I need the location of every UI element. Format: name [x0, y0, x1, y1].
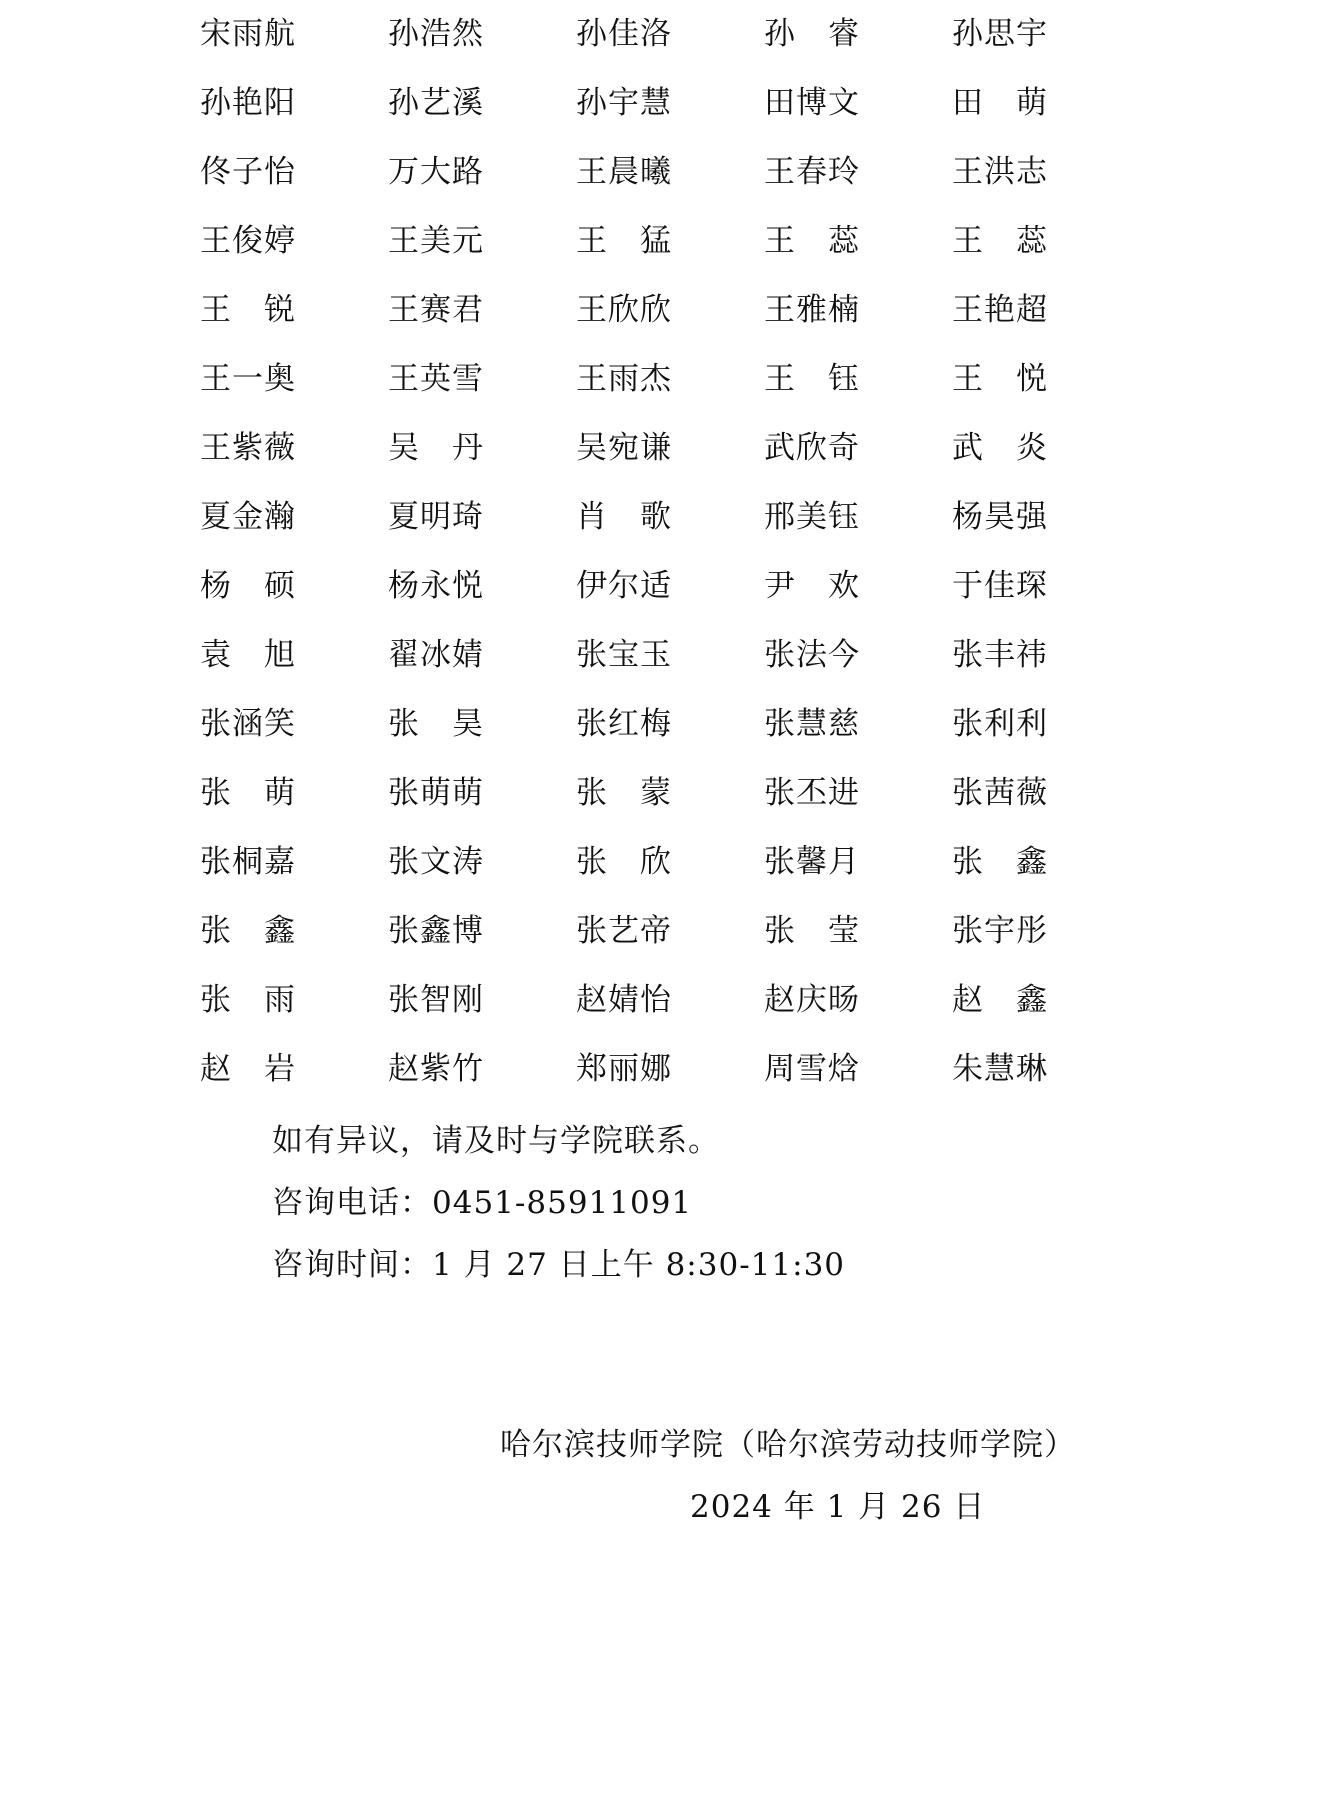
name-entry: 吴宛谦	[576, 430, 672, 466]
name-entry: 张 蒙	[576, 775, 672, 811]
name-entry: 孙艳阳	[200, 85, 296, 121]
name-entry: 赵庆旸	[764, 982, 860, 1018]
name-row	[200, 69, 1160, 138]
name-row	[200, 966, 1160, 1035]
name-entry: 张萌萌	[388, 775, 484, 811]
name-row	[200, 1035, 1160, 1104]
name-entry: 王 悦	[952, 361, 1048, 397]
name-row	[200, 552, 1160, 621]
name-entry: 佟子怡	[200, 154, 296, 190]
name-entry: 张利利	[952, 706, 1048, 742]
name-entry: 王英雪	[388, 361, 484, 397]
name-entry: 王欣欣	[576, 292, 672, 328]
name-entry: 万大路	[388, 154, 484, 190]
name-entry: 王春玲	[764, 154, 860, 190]
name-entry: 王美元	[388, 223, 484, 259]
name-entry: 王俊婷	[200, 223, 296, 259]
name-entry: 孙思宇	[952, 16, 1048, 52]
name-entry: 张馨月	[764, 844, 860, 880]
name-entry: 张智刚	[388, 982, 484, 1018]
name-entry: 于佳琛	[952, 568, 1048, 604]
name-entry: 肖 歌	[576, 499, 672, 535]
name-entry: 张 莹	[764, 913, 860, 949]
name-row	[200, 690, 1160, 759]
name-entry: 王雅楠	[764, 292, 860, 328]
name-row	[200, 0, 1160, 69]
name-entry: 孙浩然	[388, 16, 484, 52]
name-entry: 张宇彤	[952, 913, 1048, 949]
name-row	[200, 828, 1160, 897]
name-list	[200, 0, 1160, 1104]
name-row	[200, 759, 1160, 828]
name-entry: 杨 硕	[200, 568, 296, 604]
name-entry: 孙艺溪	[388, 85, 484, 121]
name-entry: 张丰祎	[952, 637, 1048, 673]
name-entry: 王 蕊	[952, 223, 1048, 259]
name-row	[200, 897, 1160, 966]
name-entry: 周雪焓	[764, 1051, 860, 1087]
organization-signature: 哈尔滨技师学院（哈尔滨劳动技师学院）	[500, 1427, 1076, 1463]
name-row	[200, 276, 1160, 345]
name-entry: 张鑫博	[388, 913, 484, 949]
name-entry: 王晨曦	[576, 154, 672, 190]
name-entry: 张艺帝	[576, 913, 672, 949]
name-row	[200, 621, 1160, 690]
name-row	[200, 345, 1160, 414]
name-entry: 赵 鑫	[952, 982, 1048, 1018]
name-entry: 王洪志	[952, 154, 1048, 190]
notice-block	[272, 1110, 845, 1296]
name-entry: 王紫薇	[200, 430, 296, 466]
name-row	[200, 207, 1160, 276]
name-entry: 郑丽娜	[576, 1051, 672, 1087]
name-entry: 孙 睿	[764, 16, 860, 52]
name-entry: 翟冰婧	[388, 637, 484, 673]
name-entry: 夏明琦	[388, 499, 484, 535]
name-entry: 王 钰	[764, 361, 860, 397]
name-entry: 王 蕊	[764, 223, 860, 259]
name-entry: 张 雨	[200, 982, 296, 1018]
name-entry: 尹 欢	[764, 568, 860, 604]
name-entry: 伊尔适	[576, 568, 672, 604]
name-entry: 孙佳洛	[576, 16, 672, 52]
name-entry: 杨昊强	[952, 499, 1048, 535]
name-entry: 张红梅	[576, 706, 672, 742]
contact-phone: 咨询电话：0451-85911091	[272, 1185, 693, 1221]
name-entry: 孙宇慧	[576, 85, 672, 121]
name-entry: 王一奥	[200, 361, 296, 397]
name-entry: 朱慧琳	[952, 1051, 1048, 1087]
document-date: 2024 年 1 月 26 日	[690, 1489, 986, 1525]
name-entry: 张文涛	[388, 844, 484, 880]
name-entry: 张涵笑	[200, 706, 296, 742]
name-entry: 张 鑫	[200, 913, 296, 949]
name-entry: 武欣奇	[764, 430, 860, 466]
contact-time: 咨询时间：1 月 27 日上午 8:30-11:30	[272, 1247, 846, 1283]
name-entry: 赵紫竹	[388, 1051, 484, 1087]
name-entry: 赵婧怡	[576, 982, 672, 1018]
name-entry: 武 炎	[952, 430, 1048, 466]
name-entry: 赵 岩	[200, 1051, 296, 1087]
name-entry: 吴 丹	[388, 430, 484, 466]
name-entry: 张 鑫	[952, 844, 1048, 880]
name-entry: 杨永悦	[388, 568, 484, 604]
name-entry: 王 猛	[576, 223, 672, 259]
name-entry: 袁 旭	[200, 637, 296, 673]
name-entry: 夏金瀚	[200, 499, 296, 535]
name-entry: 宋雨航	[200, 16, 296, 52]
name-entry: 张慧慈	[764, 706, 860, 742]
name-entry: 王 锐	[200, 292, 296, 328]
name-entry: 王雨杰	[576, 361, 672, 397]
name-entry: 田博文	[764, 85, 860, 121]
name-entry: 张丕进	[764, 775, 860, 811]
name-row	[200, 414, 1160, 483]
name-row	[200, 483, 1160, 552]
name-entry: 邢美钰	[764, 499, 860, 535]
name-entry: 张 昊	[388, 706, 484, 742]
name-entry: 张法今	[764, 637, 860, 673]
name-entry: 张 萌	[200, 775, 296, 811]
name-entry: 王艳超	[952, 292, 1048, 328]
objection-notice: 如有异议，请及时与学院联系。	[272, 1123, 720, 1159]
name-entry: 田 萌	[952, 85, 1048, 121]
name-entry: 王赛君	[388, 292, 484, 328]
name-row	[200, 138, 1160, 207]
name-entry: 张茜薇	[952, 775, 1048, 811]
name-entry: 张宝玉	[576, 637, 672, 673]
name-entry: 张桐嘉	[200, 844, 296, 880]
name-entry: 张 欣	[576, 844, 672, 880]
